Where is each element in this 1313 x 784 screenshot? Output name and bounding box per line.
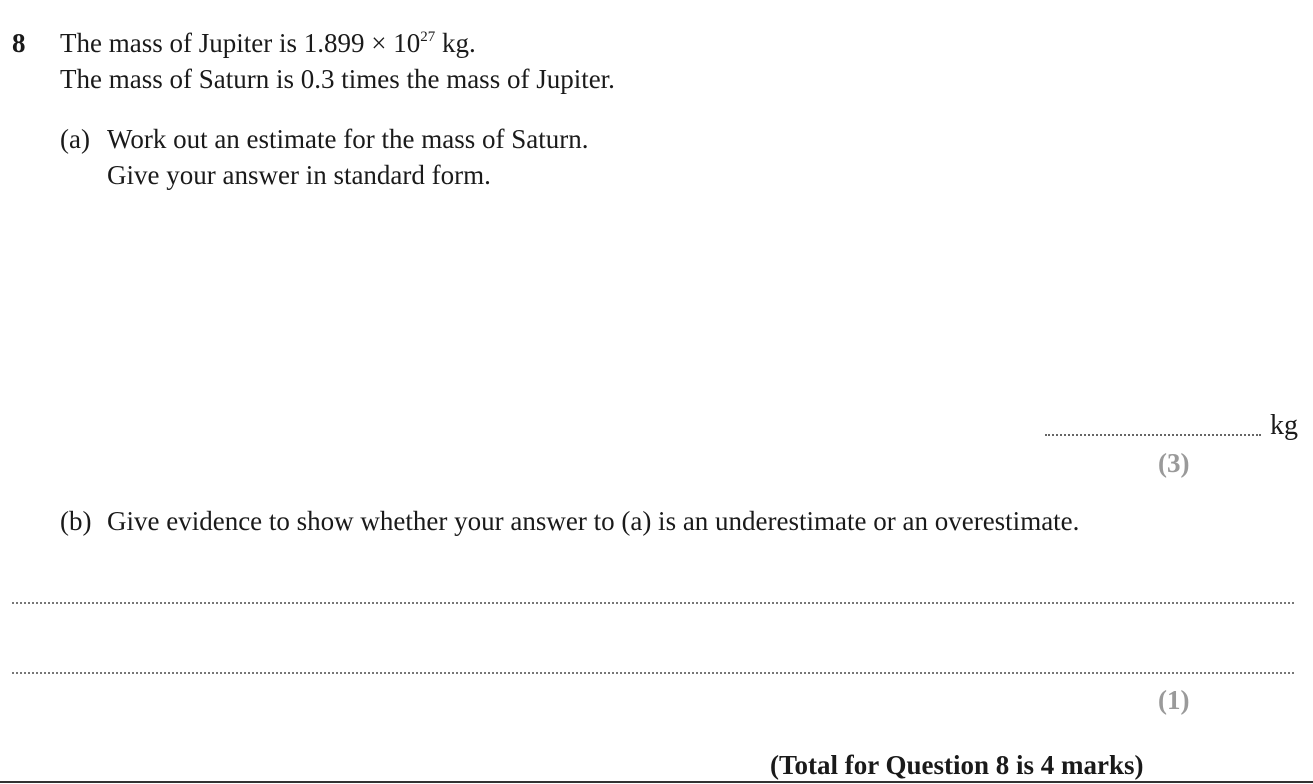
part-a-unit: kg: [1270, 410, 1298, 441]
part-b-marks: (1): [1158, 685, 1190, 715]
part-b-instruction: Give evidence to show whether your answer to (a) is an underestimate or an overestimate.: [107, 506, 1080, 536]
bottom-divider: [0, 781, 1313, 783]
part-a-label: (a): [60, 124, 90, 154]
part-a-answer-line[interactable]: [1045, 434, 1261, 436]
part-a-marks: (3): [1158, 448, 1190, 478]
stem-suffix: kg.: [435, 28, 476, 58]
question-total: (Total for Question 8 is 4 marks): [770, 750, 1144, 780]
stem-prefix: The mass of Jupiter is 1.899 × 10: [60, 28, 421, 58]
part-b-answer-line-2[interactable]: [12, 672, 1294, 674]
part-a-instruction-2: Give your answer in standard form.: [107, 160, 491, 190]
part-b-label: (b): [60, 506, 92, 536]
stem-exponent: 27: [420, 29, 436, 45]
part-b-answer-line-1[interactable]: [12, 602, 1294, 604]
question-stem-line-1: [60, 28, 476, 59]
part-a-instruction-1: Work out an estimate for the mass of Saturn.: [107, 124, 589, 154]
question-number: 8: [12, 28, 26, 58]
question-stem-line-2: The mass of Saturn is 0.3 times the mass of Jupiter.: [60, 64, 615, 94]
